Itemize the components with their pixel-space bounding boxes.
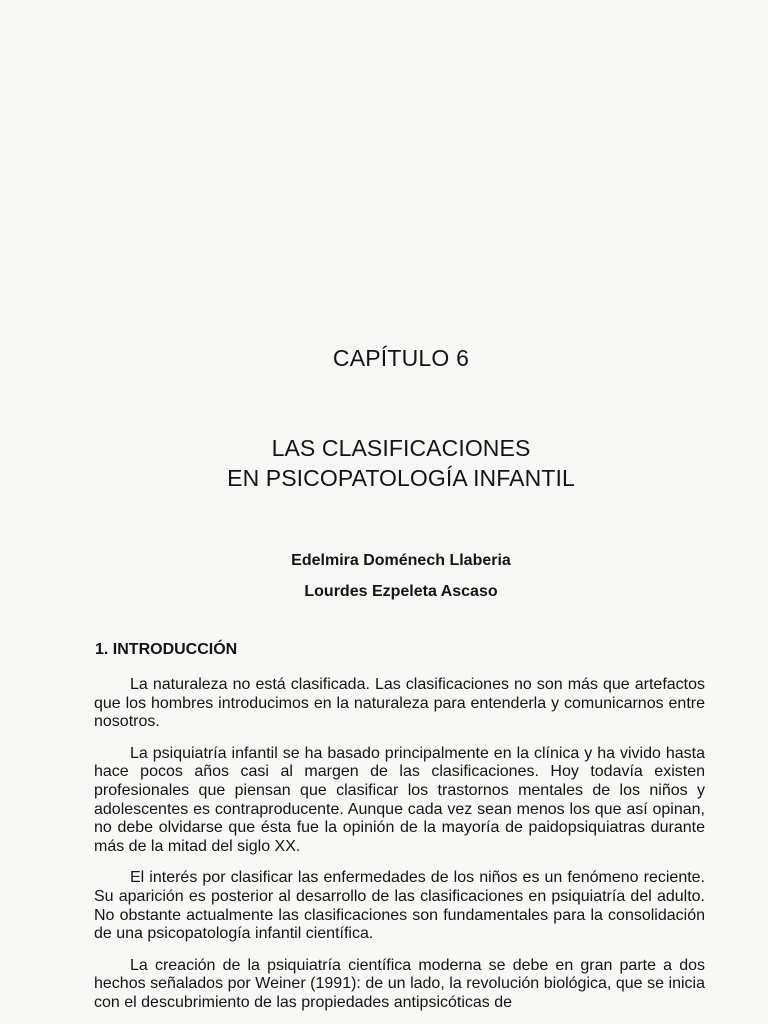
section-heading: 1. INTRODUCCIÓN: [95, 641, 238, 658]
paragraph: El interés por clasificar las enfermedades de los niños es un fenómeno reciente. Su aparición es posterior al desarrollo de las clasificaciones en psiquiatría del adulto. No obstante actualmente las clasificaciones son fundamentales para la consolidación de una psicopatología infantil científica.: [94, 869, 705, 943]
section-body: [94, 676, 705, 1013]
paragraph: La creación de la psiquiatría científica moderna se debe en gran parte a dos hechos señalados por Weiner (1991): de un lado, la revolución biológica, que se inicia con el descubrimiento de las propiedades antipsicóticas de: [94, 956, 705, 1011]
author-name: Lourdes Ezpeleta Ascaso: [304, 583, 498, 600]
chapter-title-line-2: EN PSICOPATOLOGÍA INFANTIL: [227, 465, 575, 491]
author-list: [0, 550, 768, 612]
paragraph: La naturaleza no está clasificada. Las clasificaciones no son más que artefactos que los hombres introducimos en la naturaleza para entenderla y comunicarnos entre nosotros.: [94, 676, 705, 731]
chapter-title-line-1: LAS CLASIFICACIONES: [271, 435, 531, 461]
chapter-title: [0, 433, 768, 493]
chapter-label: CAPÍTULO 6: [332, 345, 470, 371]
author-name: Edelmira Doménech Llaberia: [291, 552, 511, 569]
paragraph: La psiquiatría infantil se ha basado principalmente en la clínica y ha vivido hasta hace pocos años casi al margen de las clasificaciones. Hoy todavía existen profesionales que piensan que clasificar los trastornos mentales de los niños y adolescentes es contraproducente. Aunque cada vez sean menos los que así opinan, no debe olvidarse que ésta fue la opinión de la mayoría de paidopsiquiatras durante más de la mitad del siglo XX.: [94, 744, 705, 855]
